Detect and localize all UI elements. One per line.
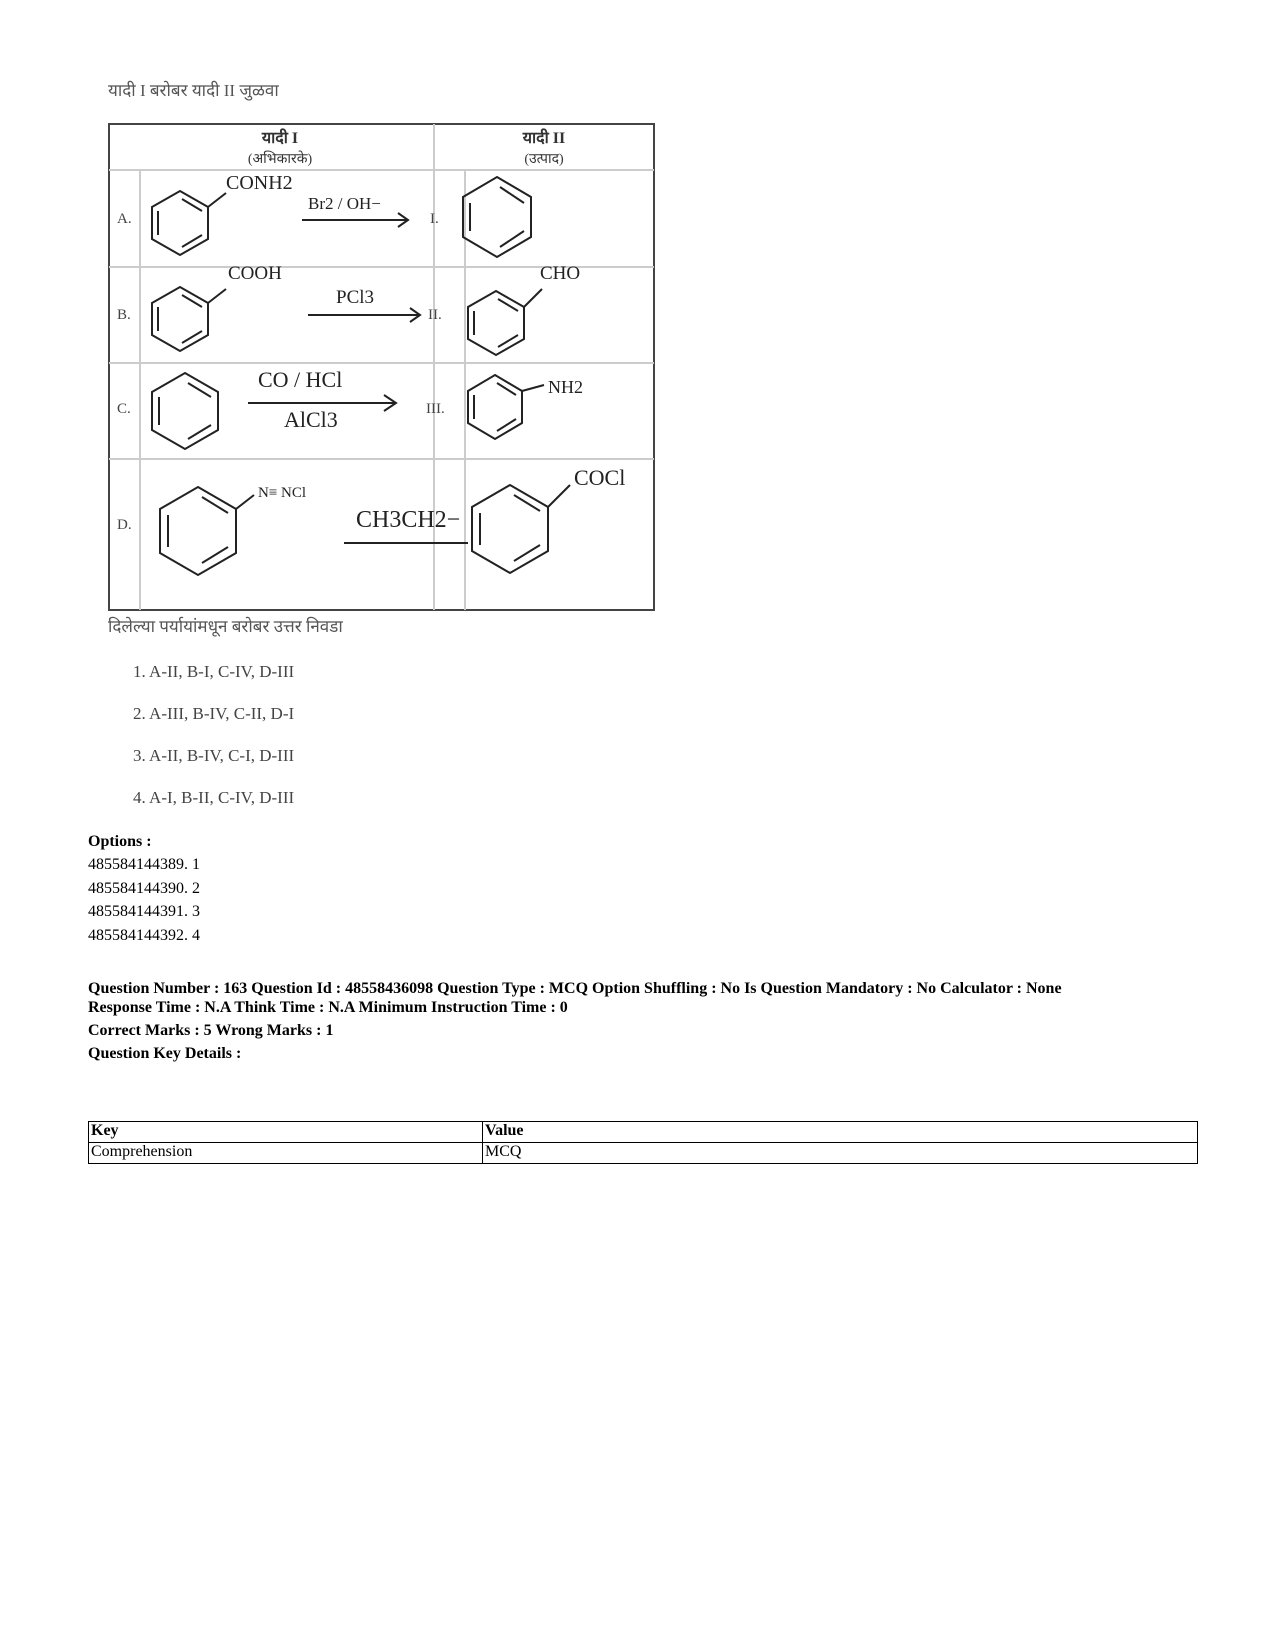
row-b-label: B. <box>117 307 131 323</box>
table-header-row <box>89 1122 1198 1143</box>
choice-item: 3. A-II, B-IV, C-I, D-III <box>133 746 295 765</box>
col2-sub: (उत्पाद) <box>524 152 564 167</box>
row-a-label: A. <box>117 211 132 227</box>
row-d-reagent: CH3CH2− <box>356 507 461 533</box>
cell-key: Comprehension <box>89 1143 483 1164</box>
diazonium-ring-icon <box>160 487 254 575</box>
choice-item: 1. A-II, B-I, C-IV, D-III <box>133 662 295 681</box>
row-b-reagent: PCl3 <box>336 287 375 308</box>
option-item: 485584144391. 3 <box>88 903 200 920</box>
header-key: Key <box>89 1122 483 1143</box>
arrow-icon <box>308 308 420 322</box>
options-heading: Options : <box>88 833 152 850</box>
row-c-roman: III. <box>426 401 445 417</box>
marks-line: Correct Marks : 5 Wrong Marks : 1 <box>88 1022 334 1039</box>
col1-head: यादी I <box>261 130 299 147</box>
col2-head: यादी II <box>522 130 566 147</box>
row-c-reagent-top: CO / HCl <box>258 367 343 392</box>
match-table-figure <box>108 123 656 613</box>
key-details-heading: Question Key Details : <box>88 1045 242 1062</box>
row-d-product: COCl <box>574 465 626 490</box>
row-a-reagent: Br2 / OH− <box>308 194 381 213</box>
row-b-roman: II. <box>428 307 442 323</box>
question-meta-line2: Response Time : N.A Think Time : N.A Minimum Instruction Time : 0 <box>88 999 568 1016</box>
aniline-ring-icon <box>468 375 544 439</box>
question-intro: यादी I बरोबर यादी II जुळवा <box>108 81 279 100</box>
benzene-ring-icon <box>152 191 226 255</box>
benzoic-acid-ring-icon <box>152 287 226 351</box>
row-c-label: C. <box>117 401 131 417</box>
benzoyl-chloride-ring-icon <box>472 485 570 573</box>
benzene-reactant-icon <box>152 373 218 449</box>
table-row <box>89 1143 1198 1164</box>
question-meta-line1: Question Number : 163 Question Id : 48558436098 Question Type : MCQ Option Shuffling : No Is Question Mandatory : No Calculator : None <box>88 980 1062 997</box>
row-b-group: COOH <box>228 263 282 284</box>
row-a-roman: I. <box>430 211 439 227</box>
option-item: 485584144392. 4 <box>88 927 200 944</box>
choice-item: 4. A-I, B-II, C-IV, D-III <box>133 788 295 807</box>
row-c-reagent-bottom: AlCl3 <box>284 407 338 432</box>
key-details-table <box>88 1121 1198 1164</box>
cell-value: MCQ <box>483 1143 1198 1164</box>
col1-sub: (अभिकारके) <box>247 152 313 167</box>
header-value: Value <box>483 1122 1198 1143</box>
question-prompt: दिलेल्या पर्यायांमधून बरोबर उत्तर निवडा <box>108 617 343 636</box>
choice-item: 2. A-III, B-IV, C-II, D-I <box>133 704 295 723</box>
option-item: 485584144389. 1 <box>88 856 200 873</box>
benzene-product-icon <box>463 177 531 257</box>
row-d-label: D. <box>117 517 132 533</box>
arrow-icon <box>302 213 408 227</box>
benzaldehyde-ring-icon <box>468 289 542 355</box>
row-c-product: NH2 <box>548 377 583 397</box>
row-d-group: N≡ NCl <box>258 485 307 501</box>
row-a-group: CONH2 <box>226 172 293 194</box>
option-item: 485584144390. 2 <box>88 880 200 897</box>
row-b-product: CHO <box>540 263 581 284</box>
